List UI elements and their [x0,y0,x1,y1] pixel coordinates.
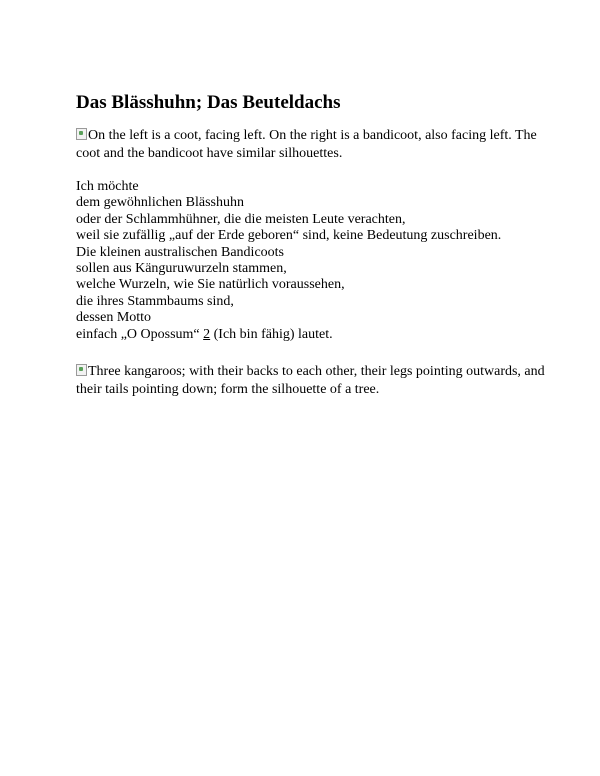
broken-image-icon [76,364,87,376]
kangaroo-tree-image-alt-text: Three kangaroos; with their backs to each other, their legs pointing outwards, and their tails pointing down; form the silhouette of a tree. [76,364,545,397]
poem-line: die ihres Stammbaums sind, [76,293,234,309]
poem-last-line-end: (Ich bin fähig) lautet. [210,326,333,342]
poem-line: dessen Motto [76,310,152,326]
coot-bandicoot-image [76,127,556,163]
kangaroo-tree-image [76,363,556,399]
poem-last-line [76,327,501,343]
broken-image-icon [76,128,87,140]
poem-line: sollen aus Känguruwurzeln stammen, [76,261,287,277]
poem-line: dem gewöhnlichen Blässhuhn [76,195,244,211]
poem-line: Die kleinen australischen Bandicoots [76,244,284,260]
poem-line: weil sie zufällig „auf der Erde geboren“ sind, keine Bedeutung zuschreiben. [76,228,502,244]
poem-line: oder der Schlammhühner, die die meisten Leute verachten, [76,211,406,227]
poem-line: welche Wurzeln, wie Sie natürlich voraussehen, [76,277,345,293]
page-title: Das Blässhuhn; Das Beuteldachs [76,92,341,113]
poem [76,179,501,343]
footnote-link[interactable]: 2 [203,326,211,342]
coot-bandicoot-image-alt-text: On the left is a coot, facing left. On the right is a bandicoot, also facing left. The coot and the bandicoot have similar silhouettes. [76,128,537,161]
poem-last-line-start: einfach „O Opossum“ [76,326,204,342]
poem-line: Ich möchte [76,179,139,194]
